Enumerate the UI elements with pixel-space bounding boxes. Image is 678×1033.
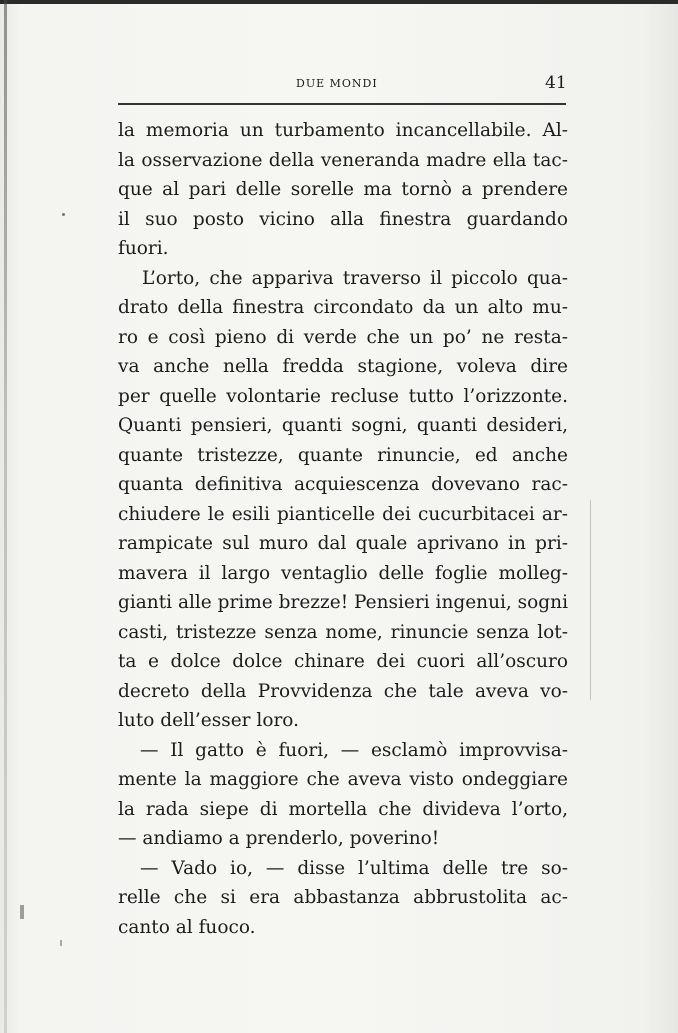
text-line: il suo posto vicino alla finestra guardando: [118, 208, 568, 230]
text-line: — Il gatto è fuori, — esclamò improvvisa-: [140, 739, 568, 761]
margin-mark: [60, 940, 62, 946]
text-line: luto dell’esser loro.: [118, 710, 299, 731]
text-line: va anche nella fredda stagione, voleva dire: [118, 356, 568, 377]
text-line: casti, tristezze senza nome, rinuncie senza lot-: [118, 621, 568, 643]
header-rule: [118, 103, 566, 105]
text-line: L’orto, che appariva traverso il piccolo qua-: [142, 267, 568, 289]
text-line: — andiamo a prenderlo, poverino!: [118, 828, 440, 849]
text-line: la osservazione della veneranda madre ella tac-: [118, 149, 568, 171]
margin-mark: [590, 500, 591, 700]
text-line: — Vado io, — disse l’ultima delle tre so-: [140, 857, 568, 879]
text-line: que al pari delle sorelle ma tornò a prendere: [118, 179, 568, 200]
text-line: per quelle volontarie recluse tutto l’orizzonte.: [118, 385, 568, 407]
text-line: quante tristezze, quante rinuncie, ed anche: [118, 444, 568, 466]
text-line: drato della finestra circondato da un alto mu-: [118, 297, 568, 318]
margin-mark: [62, 213, 65, 216]
text-line: relle che si era abbastanza abbrustolita ac-: [118, 887, 568, 908]
text-line: fuori.: [118, 238, 169, 259]
text-line: mente la maggiore che aveva visto ondeggiare: [118, 769, 568, 790]
text-line: quanta definitiva acquiescenza dovevano rac-: [118, 474, 568, 495]
text-line: Quanti pensieri, quanti sogni, quanti desideri,: [118, 415, 568, 436]
body-text: [118, 116, 568, 942]
text-line: ta e dolce dolce chinare dei cuori all’oscuro: [118, 651, 568, 672]
text-line: mavera il largo ventaglio delle foglie molleg-: [118, 562, 568, 584]
running-title: DUE MONDI: [296, 77, 378, 90]
page-number: 41: [545, 73, 567, 93]
text-line: canto al fuoco.: [118, 916, 256, 938]
page-binding-edge: [4, 0, 7, 1033]
text-line: chiudere le esili pianticelle dei cucurbitacei ar-: [118, 503, 568, 525]
text-line: gianti alle prime brezze! Pensieri ingenui, sogni: [118, 592, 568, 613]
text-line: ro e così pieno di verde che un po’ ne resta-: [118, 326, 568, 348]
text-line: la rada siepe di mortella che divideva l’orto,: [118, 798, 568, 820]
page-top-edge: [0, 0, 678, 4]
text-line: decreto della Provvidenza che tale aveva vo-: [118, 680, 568, 702]
text-line: la memoria un turbamento incancellabile. Al-: [118, 120, 568, 141]
margin-mark: [20, 905, 24, 919]
text-line: rampicate sul muro dal quale aprivano in pri-: [118, 533, 568, 554]
